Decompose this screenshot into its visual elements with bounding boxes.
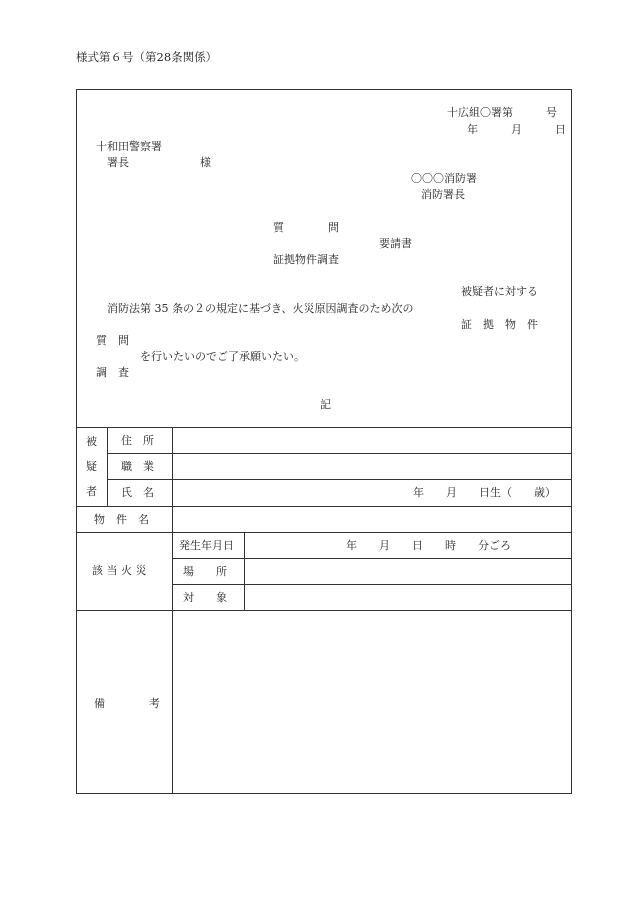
occurrence-date-text: 年 月 日 時 分ごろ — [346, 539, 511, 552]
request-text: を行いたいのでご了承願いたい。 — [140, 350, 305, 363]
recipient-chief: 署長 — [107, 156, 129, 169]
ki-heading: 記 — [320, 398, 331, 411]
rule-occupation-bottom — [107, 479, 572, 480]
occupation-label: 職 業 — [121, 460, 154, 473]
option-evidence-items: 証 拠 物 件 — [461, 318, 538, 331]
honorific: 様 — [200, 156, 211, 169]
target-label: 対 象 — [183, 591, 227, 604]
main-text: 消防法第 35 条の２の規定に基づき、火災原因調査のため次の — [107, 302, 414, 315]
rule-place-bottom — [172, 584, 572, 585]
occurrence-date-label: 発生年月日 — [179, 539, 234, 552]
name-label: 氏 名 — [121, 486, 154, 499]
recipient-station: 十和田警察署 — [96, 140, 162, 153]
title-option-evidence: 証拠物件調査 — [273, 253, 339, 266]
rule-label-column — [172, 427, 173, 794]
option-question-short: 質 問 — [96, 334, 129, 347]
table-top-rule — [76, 427, 572, 428]
document-date: 年 月 日 — [467, 123, 566, 136]
rule-property-bottom — [76, 532, 572, 533]
sender-chief: 消防署長 — [421, 188, 465, 201]
rule-suspect-bottom — [76, 506, 572, 507]
suspect-label-2: 疑 — [86, 460, 97, 473]
fire-label: 該 当 火 災 — [92, 564, 147, 577]
birth-date-text: 年 月 日生（ 歳） — [413, 486, 556, 499]
rule-address-bottom — [107, 453, 572, 454]
title-suffix: 要請書 — [379, 237, 412, 250]
form-id: 様式第６号（第28条関係） — [76, 50, 218, 64]
rule-fire-subdivider — [244, 532, 245, 610]
option-survey-short: 調 査 — [96, 366, 129, 379]
sender-station: 〇〇〇消防署 — [411, 172, 477, 185]
title-option-question: 質 問 — [273, 221, 339, 234]
address-label: 住 所 — [121, 434, 154, 447]
remarks-label: 備 考 — [94, 697, 160, 710]
suspect-label-1: 被 — [86, 435, 97, 448]
suspect-label-3: 者 — [86, 485, 97, 498]
rule-suspect-divider — [107, 427, 108, 506]
rule-occur-bottom — [172, 558, 572, 559]
property-name-label: 物 件 名 — [94, 513, 149, 526]
option-suspect-target: 被疑者に対する — [461, 285, 538, 298]
rule-fire-bottom — [76, 610, 572, 611]
place-label: 場 所 — [183, 565, 227, 578]
document-number: 十広組〇署第 号 — [447, 106, 557, 119]
